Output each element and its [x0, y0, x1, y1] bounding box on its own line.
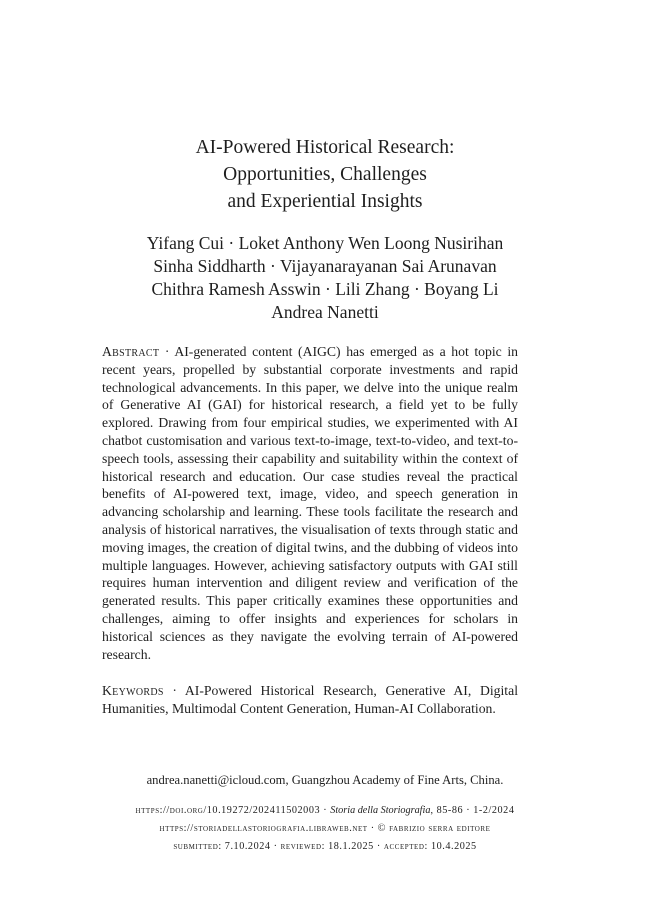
title-line-1: AI-Powered Historical Research:	[195, 137, 455, 158]
title-line-3: and Experiential Insights	[227, 191, 423, 212]
abstract-separator: ·	[159, 344, 175, 359]
title-line-2: Opportunities, Challenges	[223, 164, 427, 185]
footer-dates-line: submitted: 7.10.2024 · reviewed: 18.1.2025 · accepted: 10.4.2025	[173, 841, 477, 852]
keywords-text: AI-Powered Historical Research, Generative AI, Digital Humanities, Multimodal Content Generation, Human-AI Collaboration.	[102, 683, 518, 716]
keywords	[102, 682, 518, 718]
journal-issue: , 85-86 · 1-2/2024	[430, 805, 515, 816]
keywords-label: Keywords	[102, 683, 164, 698]
correspondence-address: andrea.nanetti@icloud.com, Guangzhou Academy of Fine Arts, China.	[146, 773, 504, 787]
doi-link[interactable]: https://doi.org/10.19272/202411502003 ·	[135, 805, 331, 816]
author-list	[80, 232, 570, 324]
article-title	[100, 134, 550, 215]
abstract-label: Abstract	[102, 344, 160, 359]
abstract-text: AI-generated content (AIGC) has emerged as a hot topic in recent years, propelled by substantial corporate investments and rapid technological advancements. In this paper, we delve into the unique realm of Generative AI (GAI) for historical research, a field yet to be fully explored. Drawing from four empirical studies, we experimented with AI chatbot customisation and various text-to-image, text-to-video, and text-to-speech tools, assessing their capability and suitability within the context of historical research and education. Our case studies reveal the practical benefits of AI-powered text, image, video, and speech generation in advancing scholarship and learning. These tools facilitate the research and analysis of historical narratives, the visualisation of texts through static and moving images, the creation of digital twins, and the dubbing of videos into multiple languages. However, achieving satisfactory outputs with GAI still requires human intervention and diligent review and verification of the generated results. This paper critically examines these opportunities and challenges, aiming to offer insights and experiences for scholars in historical sciences as they navigate the evolving terrain of AI-powered research.	[102, 344, 518, 662]
footer-website-line[interactable]: https://storiadellastoriografia.libraweb.net · © fabrizio serra editore	[159, 823, 491, 834]
authors-line-3: Chithra Ramesh Asswin · Lili Zhang · Boyang Li	[151, 279, 499, 299]
footer-doi-line	[0, 804, 650, 817]
authors-line-2: Sinha Siddharth · Vijayanarayanan Sai Arunavan	[153, 256, 497, 276]
authors-line-1: Yifang Cui · Loket Anthony Wen Loong Nusirihan	[146, 233, 504, 253]
authors-line-4: Andrea Nanetti	[271, 302, 379, 322]
journal-name: Storia della Storiografia	[330, 805, 431, 816]
keywords-separator: ·	[163, 683, 185, 698]
abstract	[102, 343, 518, 663]
